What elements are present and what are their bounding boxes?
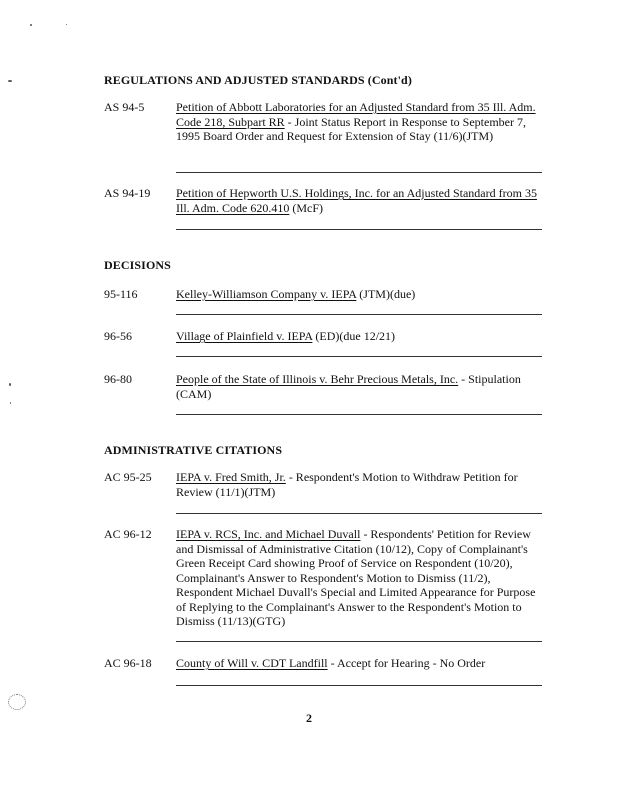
divider-line bbox=[176, 356, 542, 357]
case-title: IEPA v. Fred Smith, Jr. bbox=[176, 470, 286, 484]
docket-entry bbox=[104, 656, 544, 672]
divider-line bbox=[176, 229, 542, 230]
divider-line bbox=[176, 685, 542, 686]
docket-number: AC 96-18 bbox=[104, 656, 152, 670]
scan-speck bbox=[10, 402, 11, 404]
docket-number: 95-116 bbox=[104, 287, 138, 301]
docket-entry bbox=[104, 186, 544, 218]
docket-number: 96-80 bbox=[104, 372, 132, 386]
divider-line bbox=[176, 414, 542, 415]
case-title: County of Will v. CDT Landfill bbox=[176, 656, 328, 670]
entry-text bbox=[176, 527, 542, 629]
docket-number: AC 96-12 bbox=[104, 527, 152, 541]
scan-speck bbox=[9, 383, 11, 386]
docket-number: AS 94-19 bbox=[104, 186, 151, 200]
entry-detail: (ED)(due 12/21) bbox=[312, 329, 396, 343]
divider-line bbox=[176, 513, 542, 514]
docket-number: AS 94-5 bbox=[104, 100, 145, 114]
entry-detail: - Accept for Hearing - No Order bbox=[327, 656, 486, 670]
docket-entry bbox=[104, 527, 544, 631]
docket-number: AC 95-25 bbox=[104, 470, 152, 484]
entry-detail: - Respondents' Petition for Review and Dismissal of Administrative Citation (10/12), Copy of Complainant's Green Receipt Card showing Proof of Service on Respondent (10/20), Complainant's Answer to Respondent's Motion to Dismiss (11/2), Respondent Michael Duvall's Special and Limited Appearance for Purpose of Replying to the Complainant's Answer to the Respondent's Motion to Dismiss (11/13)(GTG) bbox=[176, 527, 536, 628]
entry-detail: (JTM)(due) bbox=[356, 287, 416, 301]
entry-text bbox=[176, 100, 542, 144]
page-number: 2 bbox=[306, 711, 312, 725]
docket-entry bbox=[104, 470, 544, 502]
docket-entry bbox=[104, 287, 544, 303]
docket-number: 96-56 bbox=[104, 329, 132, 343]
docket-entry bbox=[104, 329, 544, 345]
entry-text bbox=[176, 656, 542, 671]
case-title: IEPA v. RCS, Inc. and Michael Duvall bbox=[176, 527, 361, 541]
entry-detail: (McF) bbox=[289, 200, 324, 215]
entry-text bbox=[176, 470, 542, 499]
case-title: Petition of Abbott Laboratories for an Adjusted Standard from 35 Ill. Adm. Code 218, Subpart RR bbox=[176, 100, 536, 129]
entry-detail: - Joint Status Report in Response to September 7, 1995 Board Order and Request for Extension of Stay (11/6)(JTM) bbox=[176, 114, 526, 143]
divider-line bbox=[176, 314, 542, 315]
entry-text bbox=[176, 287, 542, 302]
scan-speck bbox=[66, 24, 67, 25]
case-title: Kelley-Williamson Company v. IEPA bbox=[176, 287, 357, 301]
docket-entry bbox=[104, 100, 544, 160]
scan-speck bbox=[8, 694, 26, 710]
divider-line bbox=[176, 641, 542, 642]
entry-detail: - Stipulation (CAM) bbox=[176, 372, 521, 401]
entry-detail: - Respondent's Motion to Withdraw Petition for Review (11/1)(JTM) bbox=[176, 470, 518, 499]
entry-text bbox=[176, 372, 542, 401]
case-title: Village of Plainfield v. IEPA bbox=[176, 329, 313, 343]
scan-speck bbox=[8, 80, 12, 82]
divider-line bbox=[176, 172, 542, 173]
section-title-decisions: DECISIONS bbox=[104, 258, 171, 272]
scan-speck bbox=[30, 24, 32, 26]
section-title-citations: ADMINISTRATIVE CITATIONS bbox=[104, 443, 283, 457]
entry-text bbox=[176, 186, 542, 215]
docket-entry bbox=[104, 372, 544, 404]
section-title-regulations: REGULATIONS AND ADJUSTED STANDARDS (Cont'd) bbox=[104, 73, 412, 87]
case-title: Petition of Hepworth U.S. Holdings, Inc. for an Adjusted Standard from 35 Ill. Adm. Code 620.410 bbox=[176, 186, 537, 215]
entry-text bbox=[176, 329, 542, 344]
case-title: People of the State of Illinois v. Behr Precious Metals, Inc. bbox=[176, 372, 459, 386]
